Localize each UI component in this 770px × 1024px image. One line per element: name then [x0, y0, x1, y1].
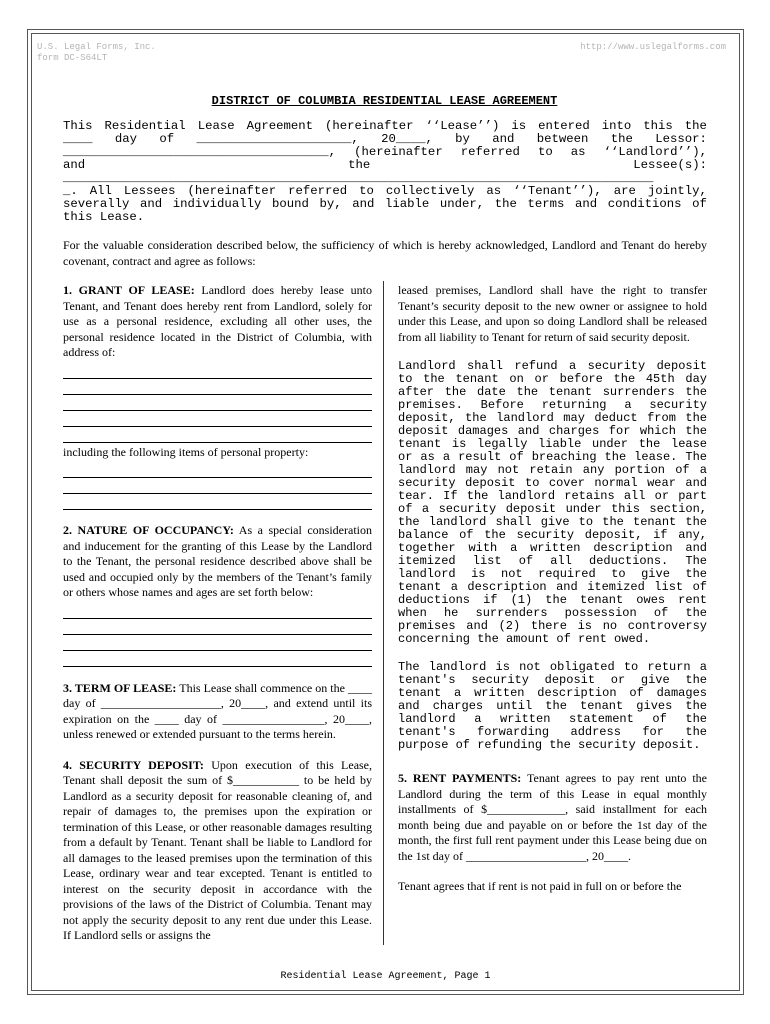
column-divider: [383, 281, 384, 945]
intro-word: Lease: [197, 119, 235, 133]
intro-tail-line-2: [63, 198, 707, 211]
intro-tail-word: and: [140, 197, 163, 211]
left-column: [63, 283, 372, 944]
intro-word: this: [643, 119, 673, 133]
intro-line-4: [63, 159, 707, 172]
intro-tail-word: liable: [384, 197, 430, 211]
section-3-heading: 3. TERM OF LEASE:: [63, 680, 177, 695]
intro-word: _____________________,: [196, 132, 359, 146]
property-blank-line: [63, 464, 372, 478]
intro-word: and: [492, 132, 515, 146]
intro-word: Residential: [104, 119, 186, 133]
intro-word: entered: [538, 119, 590, 133]
intro-tail-word: terms: [527, 197, 565, 211]
section-5-text: Tenant agrees to pay rent unto the Landlord during the term of this Lease in equal monthly installments of $_____________, said installment for each month being due and payable on or before the 1st day of the month, the first full rent payment under this Lease being due on the 1st day of ____________________, 20____.: [398, 771, 707, 863]
late-rent-paragraph: Tenant agrees that if rent is not paid in full on or before the: [398, 879, 682, 893]
intro-tail-word: (hereinafter: [187, 184, 277, 198]
intro-tail-word: under,: [439, 197, 485, 211]
section-2-heading: 2. NATURE OF OCCUPANCY:: [63, 523, 234, 537]
property-blank-line: [63, 496, 372, 510]
intro-tail-word: Lessees: [123, 184, 176, 198]
personal-property-blanks: [63, 464, 372, 510]
intro-word: by: [455, 132, 470, 146]
intro-word: ____: [63, 132, 93, 146]
intro-word: as: [570, 145, 586, 159]
intro-tail-word: bound: [271, 197, 309, 211]
intro-tail-word: and: [575, 197, 598, 211]
intro-word: ____________________________________,: [63, 145, 337, 159]
intro-underline: ________________________________________________________________________________: [63, 172, 654, 185]
intro-word: ‘‘Landlord’’),: [603, 145, 707, 159]
intro-word: referred: [460, 145, 520, 159]
header-publisher: U.S. Legal Forms, Inc.: [37, 42, 156, 52]
intro-tail-word: severally: [63, 197, 130, 211]
intro-tail-word: referred: [288, 184, 348, 198]
intro-line-3: [63, 146, 707, 159]
intro-tail-word: to: [359, 184, 374, 198]
intro-word: (hereinafter: [324, 119, 414, 133]
intro-word: the: [610, 132, 633, 146]
right-column: [398, 283, 707, 895]
occupant-blank-line: [63, 621, 372, 635]
section-5-heading: 5. RENT PAYMENTS:: [398, 771, 522, 785]
section-4-text: Upon execution of this Lease, Tenant shall deposit the sum of $___________ to be held by Landlord as a security deposit for reasonable cleaning of, and repair of damages to, the premises upon the expiration or termination of this Lease, or other reasonable damages resulting from a default by Tenant. Tenant shall be liable to Landlord for all damages to the leased premises upon the termination of this Lease, ordinary wear and tear excepted. Tenant is entitled to interest on the security deposit in accordance with the provisions of the laws of the District of Columbia. Tenant may not apply the security deposit to any rent due under this Lease. If Landlord sells or assigns the: [63, 757, 373, 942]
section-3-text: This Lease shall commence on the ____ day of ____________________, 20____, and extend until its expiration on the ____ day of _________________, 20____, unless renewed or extended pursuant to the terms herein.: [63, 680, 372, 741]
intro-word: day: [114, 132, 138, 146]
section-2-nature-of-occupancy: [63, 523, 372, 601]
section-1-heading: 1. GRANT OF LEASE:: [63, 283, 195, 297]
occupant-blank-line: [63, 605, 372, 619]
intro-word: between: [536, 132, 589, 146]
intro-word: 20____,: [381, 132, 433, 146]
intro-tail-word: the: [494, 197, 517, 211]
intro-tail-word: are: [613, 184, 636, 198]
intro-word: ‘‘Lease’’): [425, 119, 500, 133]
page-footer: Residential Lease Agreement, Page 1: [280, 971, 491, 982]
intro-word: the: [348, 158, 371, 172]
intro-tail-word: by,: [319, 197, 342, 211]
personal-property-label: including the following items of personal property:: [63, 444, 309, 459]
consideration-paragraph: For the valuable consideration described below, the sufficiency of which is hereby acknowledged, Landlord and Tenant do hereby covenant, contract and agree as follows:: [63, 238, 707, 268]
intro-word: to: [537, 145, 553, 159]
occupant-blank-line: [63, 653, 372, 667]
intro-word: Lessor:: [655, 132, 707, 146]
intro-word: into: [601, 119, 632, 133]
intro-tail-word: and: [352, 197, 375, 211]
security-refund-paragraph: Landlord shall refund a security deposit to the tenant on or before the 45th day after the date the tenant surrenders the premises. Before returning a security deposit, the landlord may deduct from the deposit damages and charges for which the tenant is legally liable under the lease or as a result of breaching the lease. The landlord may not retain any portion of a security deposit to cover normal wear and tear. If the landlord retains all or part of a security deposit under this section, the landlord shall give to the tenant the balance of the security deposit, if any, together with a written description and itemized list of all deductions. The landlord is not required to give the tenant a description and itemized list of deductions if (1) the tenant owes rent when he surrenders possession of the premises and (2) there is no controversy concerning the amount of rent owed.: [398, 359, 707, 646]
address-blank-line: [63, 429, 372, 443]
intro-word: (hereinafter: [354, 145, 443, 159]
address-blank-line: [63, 397, 372, 411]
intro-word: is: [511, 119, 527, 133]
intro-block: [63, 120, 707, 224]
intro-tail-word: ‘‘Tenant’’),: [513, 184, 602, 198]
section-5-rent-payments: [398, 771, 707, 864]
intro-tail-word: collectively: [385, 184, 475, 198]
intro-tail-word: individually: [172, 197, 262, 211]
address-blank-line: [63, 365, 372, 379]
section-4-heading: 4. SECURITY DEPOSIT:: [63, 757, 204, 772]
security-transfer-paragraph: leased premises, Landlord shall have the right to transfer Tenant’s security deposit to the new owner or assignee to hold under this Lease, and upon so doing Landlord shall be released from all liability to Tenant for return of said security deposit.: [398, 283, 707, 344]
intro-word: the: [684, 119, 707, 133]
intro-tail-word: of: [692, 197, 707, 211]
occupant-blank-line: [63, 637, 372, 651]
intro-tail-word: All: [89, 184, 112, 198]
header-url: http://www.uslegalforms.com: [580, 42, 726, 52]
document-title: DISTRICT OF COLUMBIA RESIDENTIAL LEASE AGREEMENT: [211, 94, 558, 108]
header-left: [37, 42, 156, 64]
address-blanks: [63, 365, 372, 443]
section-2-text: As a special consideration and inducement for the granting of this Lease by the Landlord to the Tenant, the personal residence described above shall be used and occupied only by the members of the Tenant’s family or others whose names and ages are set forth below:: [63, 523, 373, 599]
section-4-security-deposit: [63, 758, 372, 944]
intro-tail-word: jointly,: [647, 184, 707, 198]
intro-word: Lessee(s):: [633, 158, 707, 172]
property-blank-line: [63, 480, 372, 494]
section-3-term-of-lease: [63, 681, 372, 743]
intro-tail-word: _.: [63, 184, 78, 198]
header-form-number: form DC-S64LT: [37, 53, 108, 63]
intro-tail-word: conditions: [607, 197, 682, 211]
intro-last-line: this Lease.: [63, 210, 145, 224]
address-blank-line: [63, 413, 372, 427]
occupant-blanks: [63, 605, 372, 667]
section-1-text: Landlord does hereby lease unto Tenant, and Tenant does hereby rent from Landlord, solely for use as a personal residence, excluding all other uses, the personal residence located in the District of Columbia, with address of:: [63, 283, 373, 359]
section-1-grant-of-lease: [63, 283, 372, 361]
intro-word: Agreement: [246, 119, 313, 133]
intro-word: This: [63, 119, 93, 133]
intro-tail-word: as: [486, 184, 502, 198]
forwarding-address-paragraph: The landlord is not obligated to return a tenant's security deposit or give the tenant a written description of damages and charges until the tenant gives the landlord a written statement of the tenant's forwarding address for the purpose of refunding the security deposit.: [398, 660, 707, 752]
intro-word: of: [159, 132, 175, 146]
address-blank-line: [63, 381, 372, 395]
intro-word: and: [63, 158, 86, 172]
